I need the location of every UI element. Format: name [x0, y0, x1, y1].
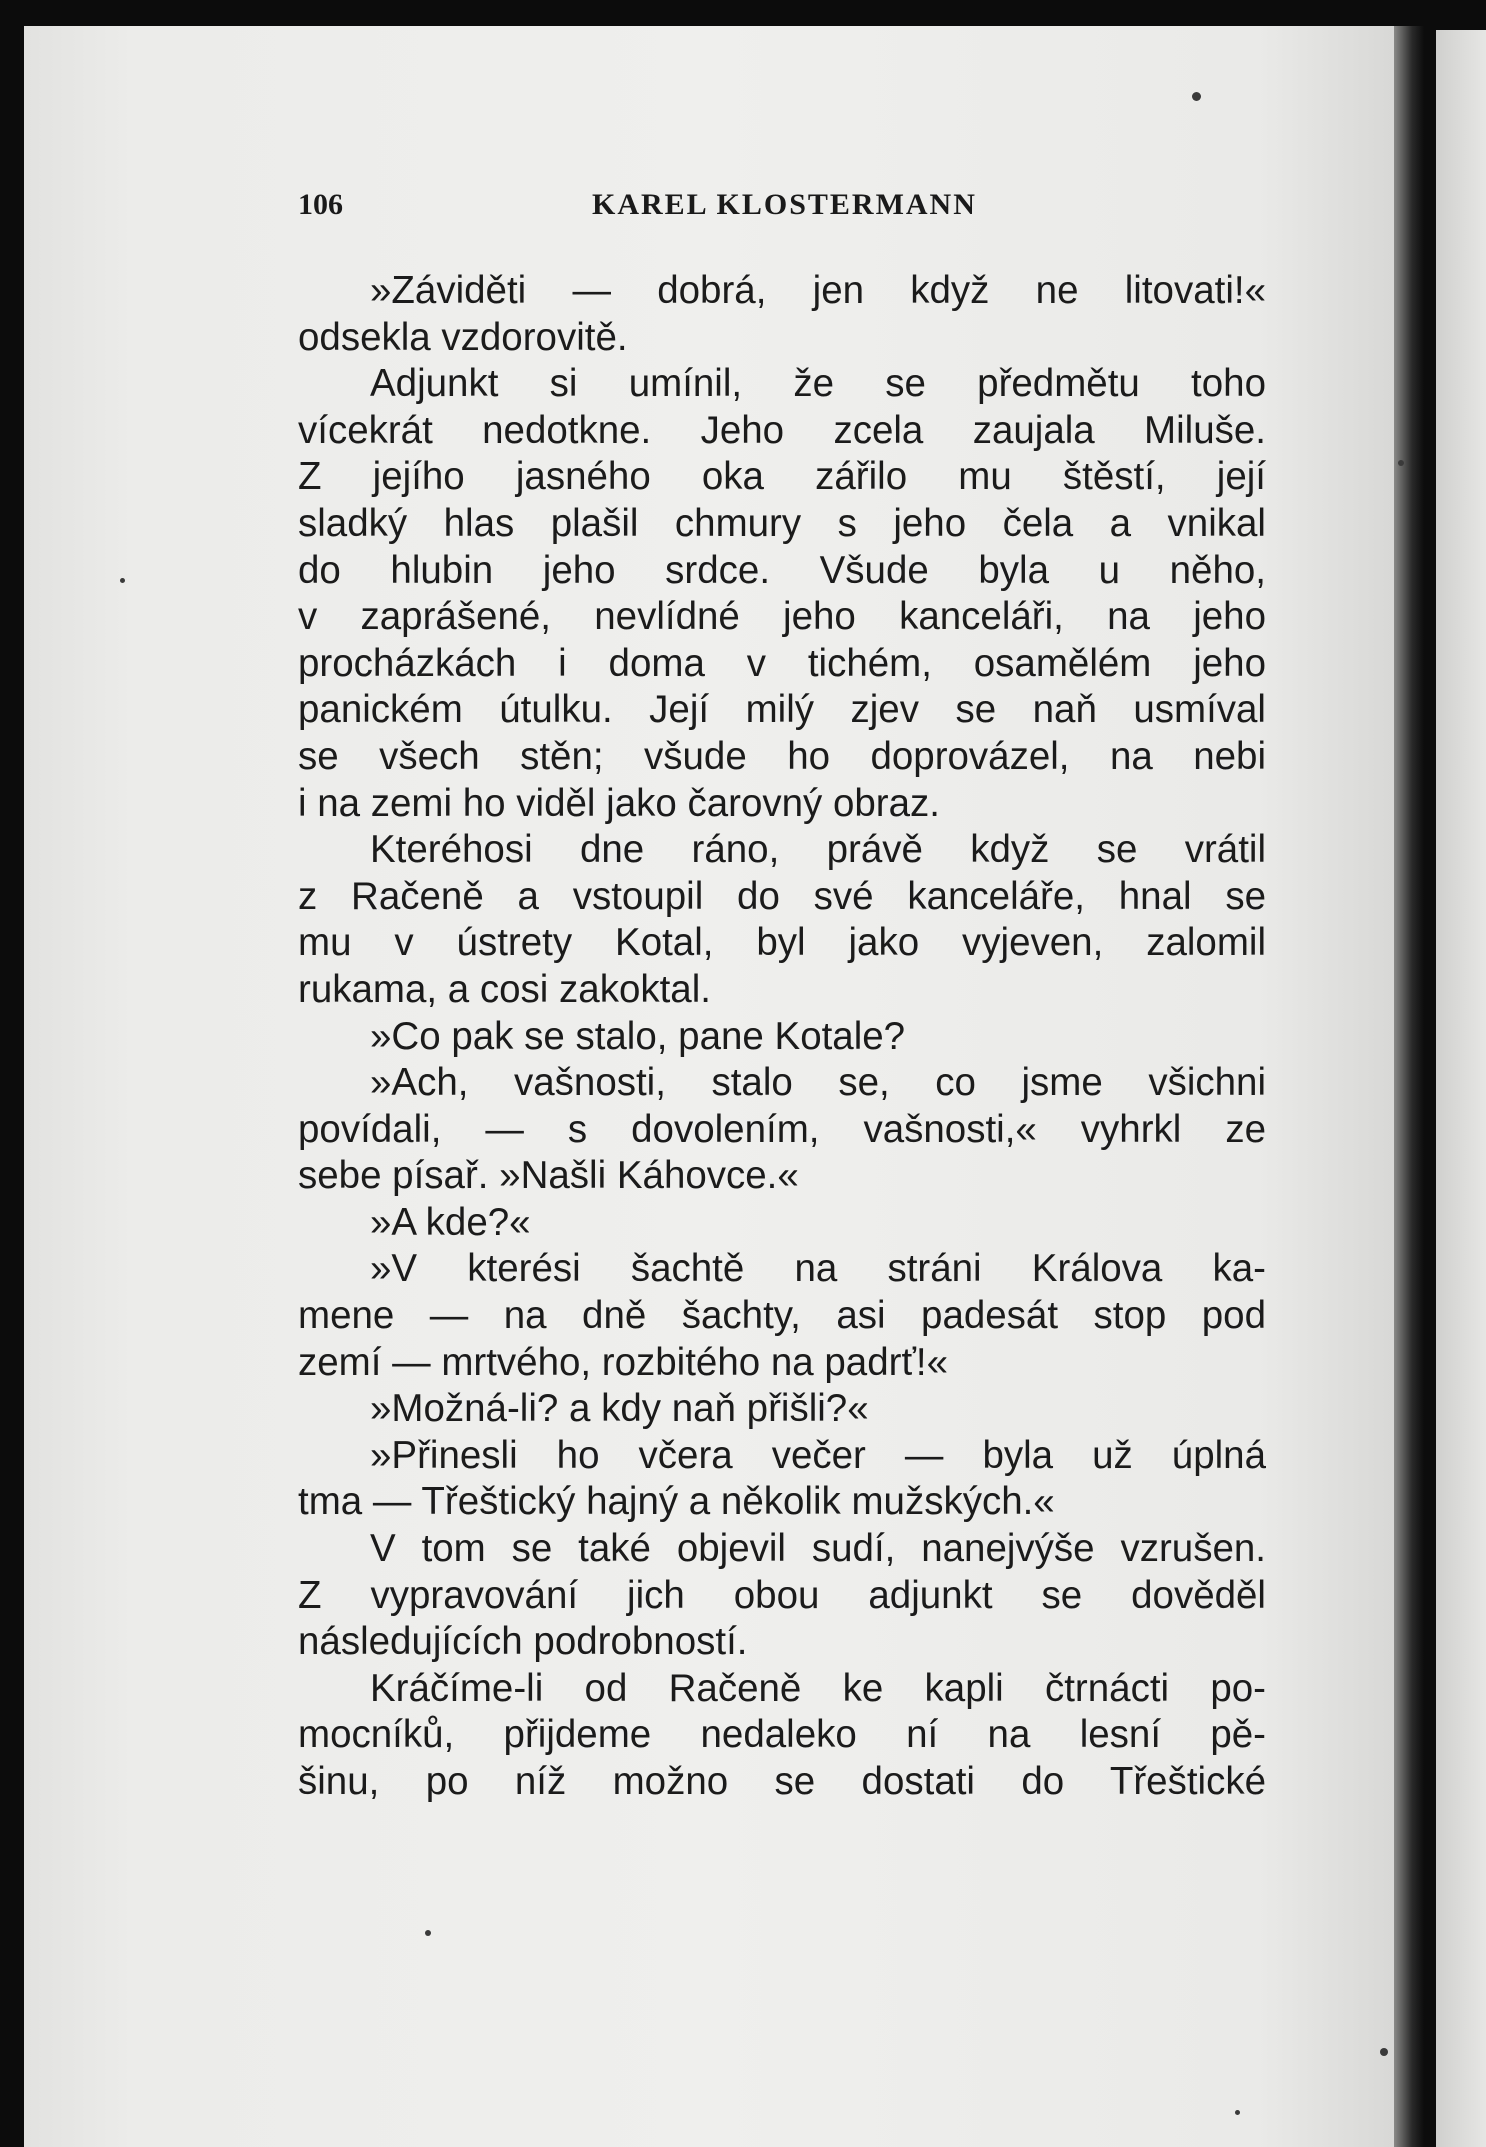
dust-speck — [1235, 2110, 1240, 2115]
dust-speck — [1398, 460, 1404, 466]
text-line: v zaprášené, nevlídné jeho kanceláři, na jeho — [298, 595, 1266, 639]
text-line: následujících podrobností. — [298, 1620, 748, 1664]
dust-speck — [1380, 2048, 1388, 2056]
text-line: »Ach, vašnosti, stalo se, co jsme všichni — [370, 1061, 1266, 1105]
text-line: tma — Třeštický hajný a několik mužských.« — [298, 1480, 1055, 1524]
text-line: mu v ústrety Kotal, byl jako vyjeven, zalomil — [298, 921, 1266, 965]
running-title: KAREL KLOSTERMANN — [592, 188, 977, 221]
text-line: »V kterési šachtě na stráni Králova ka- — [370, 1247, 1266, 1291]
text-line: sebe písař. »Našli Káhovce.« — [298, 1154, 799, 1198]
text-line: »Záviděti — dobrá, jen když ne litovati!« — [370, 269, 1266, 312]
text-line: »Přinesli ho včera večer — byla už úplná — [370, 1433, 1266, 1477]
text-line: odsekla vzdorovitě. — [298, 315, 628, 359]
running-header — [298, 184, 1298, 224]
text-line: panickém útulku. Její milý zjev se naň usmíval — [298, 688, 1266, 732]
text-line: Kteréhosi dne ráno, právě když se vrátil — [370, 828, 1266, 872]
text-line: »Možná-li? a kdy naň přišli?« — [370, 1387, 869, 1431]
text-line: Adjunkt si umínil, že se předmětu toho — [370, 362, 1266, 406]
text-line: povídali, — s dovolením, vašnosti,« vyhrkl ze — [298, 1107, 1266, 1151]
text-line: V tom se také objevil sudí, nanejvýše vzrušen. — [370, 1527, 1266, 1571]
dust-speck — [1192, 92, 1201, 101]
page-number: 106 — [298, 188, 343, 221]
text-line: i na zemi ho viděl jako čarovný obraz. — [298, 781, 940, 825]
text-line: do hlubin jeho srdce. Všude byla u něho, — [298, 548, 1266, 592]
text-line: mene — na dně šachty, asi padesát stop pod — [298, 1294, 1266, 1338]
dust-speck — [120, 578, 125, 583]
text-line: mocníků, přijdeme nedaleko ní na lesní pě- — [298, 1713, 1266, 1757]
text-line: procházkách i doma v tichém, osamělém jeho — [298, 641, 1266, 685]
text-line: rukama, a cosi zakoktal. — [298, 967, 711, 1011]
text-line: »Co pak se stalo, pane Kotale? — [370, 1014, 906, 1058]
text-line: vícekrát nedotkne. Jeho zcela zaujala Miluše. — [298, 408, 1266, 452]
text-line: »A kde?« — [370, 1200, 531, 1244]
dust-speck — [425, 1930, 431, 1936]
text-line: Kráčíme-li od Račeně ke kapli čtrnácti po- — [370, 1666, 1266, 1710]
text-line: Z jejího jasného oka zářilo mu štěstí, její — [298, 455, 1266, 499]
page-gutter-shadow — [1394, 26, 1424, 2147]
next-page-edge — [1436, 30, 1486, 2147]
text-line: z Račeně a vstoupil do své kanceláře, hnal se — [298, 874, 1266, 918]
text-line: Z vypravování jich obou adjunkt se dověděl — [298, 1573, 1266, 1617]
text-line: sladký hlas plašil chmury s jeho čela a vnikal — [298, 501, 1266, 545]
text-line: zemí — mrtvého, rozbitého na padrť!« — [298, 1340, 948, 1384]
body-text — [298, 268, 1266, 1806]
text-line: se všech stěn; všude ho doprovázel, na nebi — [298, 734, 1266, 778]
text-line: šinu, po níž možno se dostati do Třeštické — [298, 1760, 1266, 1803]
